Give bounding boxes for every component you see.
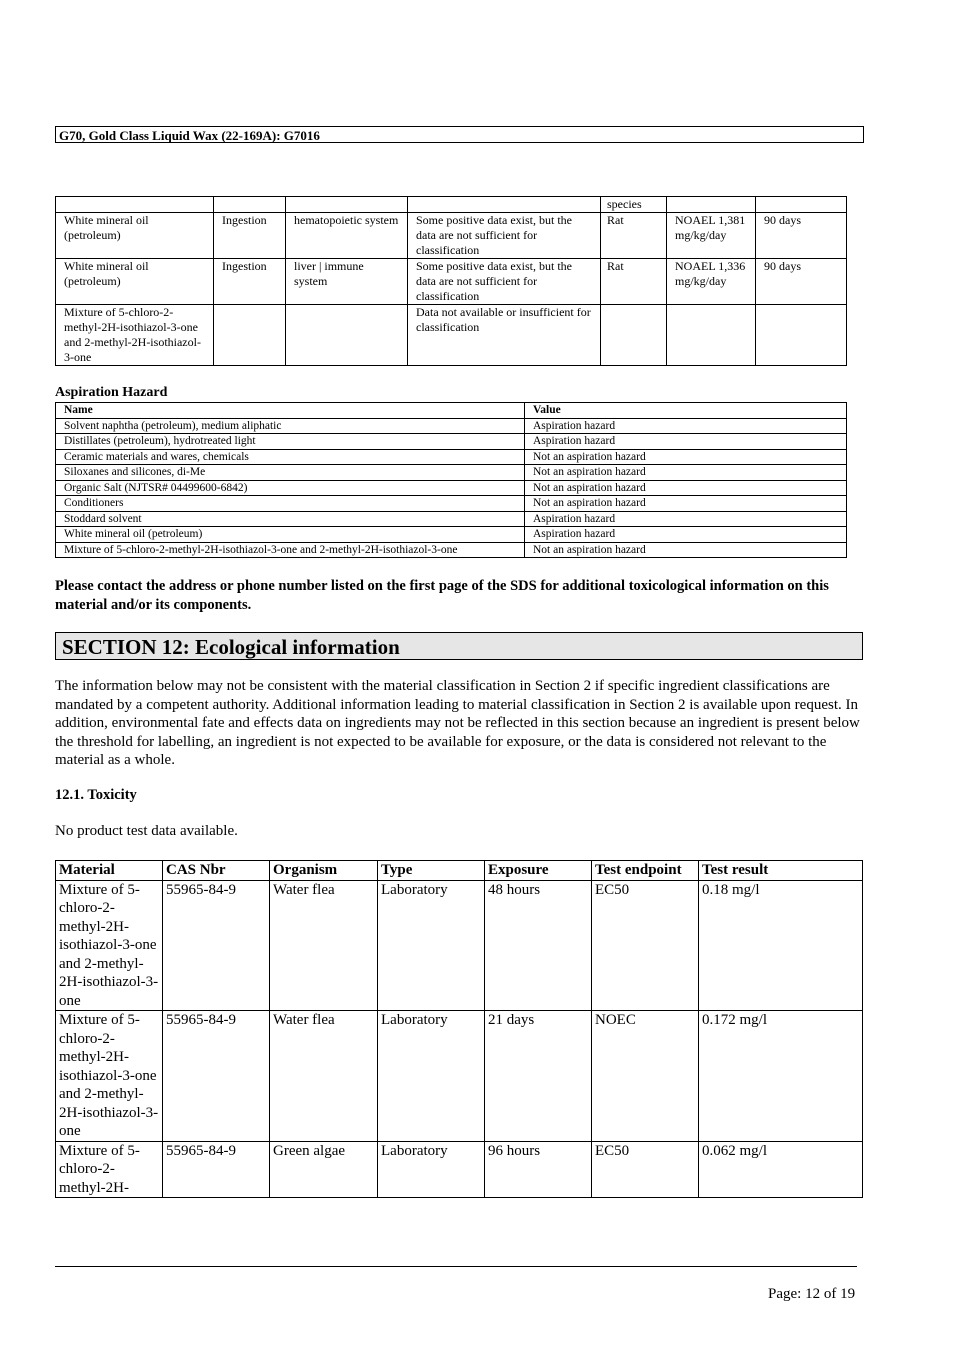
table-cell: Not an aspiration hazard bbox=[525, 449, 847, 465]
aspiration-hazard-heading: Aspiration Hazard bbox=[55, 385, 168, 400]
table-cell bbox=[756, 305, 847, 366]
table-cell: Laboratory bbox=[378, 880, 485, 1011]
table-row bbox=[56, 480, 847, 496]
table-row bbox=[56, 542, 847, 558]
table-cell: Distillates (petroleum), hydrotreated light bbox=[56, 434, 525, 450]
table-cell: 48 hours bbox=[485, 880, 592, 1011]
table-cell: EC50 bbox=[592, 1141, 699, 1198]
column-header: CAS Nbr bbox=[163, 861, 270, 881]
table-row bbox=[56, 197, 847, 213]
table-cell: Siloxanes and silicones, di-Me bbox=[56, 465, 525, 481]
table-cell: White mineral oil (petroleum) bbox=[56, 213, 214, 259]
table-cell: White mineral oil (petroleum) bbox=[56, 259, 214, 305]
toxicity-subheading: 12.1. Toxicity bbox=[55, 787, 137, 803]
table-cell: Not an aspiration hazard bbox=[525, 542, 847, 558]
column-header: Material bbox=[56, 861, 163, 881]
table-cell: Mixture of 5-chloro-2-methyl-2H-isothiazol-3-one and 2-methyl-2H-isothiazol-3-one bbox=[56, 542, 525, 558]
table-cell: species bbox=[601, 197, 667, 213]
table-row bbox=[56, 511, 847, 527]
table-cell: Ceramic materials and wares, chemicals bbox=[56, 449, 525, 465]
table-cell: 55965-84-9 bbox=[163, 1011, 270, 1142]
no-test-data-text: No product test data available. bbox=[55, 823, 238, 839]
page-number: Page: 12 of 19 bbox=[768, 1286, 856, 1302]
table-cell bbox=[667, 305, 756, 366]
table-cell bbox=[601, 305, 667, 366]
table-row bbox=[56, 1011, 863, 1142]
table-cell: NOAEL 1,381 mg/kg/day bbox=[667, 213, 756, 259]
table-cell: Aspiration hazard bbox=[525, 434, 847, 450]
table-cell bbox=[408, 197, 601, 213]
table-cell: Mixture of 5-chloro-2-methyl-2H-isothiazol-3-one and 2-methyl-2H-isothiazol-3-one bbox=[56, 880, 163, 1011]
toxicity-table bbox=[55, 860, 863, 1198]
table-cell: Mixture of 5-chloro-2-methyl-2H-isothiazol-3-one and 2-methyl-2H-isothiazol-3-one bbox=[56, 1011, 163, 1142]
table-row bbox=[56, 527, 847, 543]
table-row bbox=[56, 465, 847, 481]
table-cell: 55965-84-9 bbox=[163, 1141, 270, 1198]
footer-divider bbox=[55, 1266, 857, 1267]
document-header: G70, Gold Class Liquid Wax (22-169A): G7016 bbox=[55, 126, 864, 143]
table-row bbox=[56, 213, 847, 259]
table-cell: Mixture of 5-chloro-2-methyl-2H-isothiazol-3-one and 2-methyl-2H-isothiazol-3-one bbox=[56, 305, 214, 366]
ecological-intro-paragraph: The information below may not be consistent with the material classification in Section 2 if specific ingredient classifications are mandated by a competent authority. Additional information leading to material classification in Section 2 is available upon request. In addition, environmental fate and effects data on ingredients may not be reflected in this section because an ingredient is present below the threshold for labelling, an ingredient is not expected to be available for exposure, or the data is considered not relevant to the material as a whole. bbox=[55, 678, 860, 768]
table-cell: 90 days bbox=[756, 213, 847, 259]
section-12-heading: SECTION 12: Ecological information bbox=[55, 632, 863, 660]
table-cell: Rat bbox=[601, 213, 667, 259]
table-cell: 0.18 mg/l bbox=[699, 880, 863, 1011]
table-cell bbox=[214, 305, 286, 366]
table-row bbox=[56, 305, 847, 366]
column-header: Exposure bbox=[485, 861, 592, 881]
table-cell bbox=[756, 197, 847, 213]
table-row bbox=[56, 496, 847, 512]
table-cell: Some positive data exist, but the data are not sufficient for classification bbox=[408, 213, 601, 259]
contact-note: Please contact the address or phone number listed on the first page of the SDS for additional toxicological information on this material and/or its components. bbox=[55, 578, 829, 613]
table-header-row bbox=[56, 403, 847, 419]
table-cell: Stoddard solvent bbox=[56, 511, 525, 527]
table-cell: 0.062 mg/l bbox=[699, 1141, 863, 1198]
table-row bbox=[56, 418, 847, 434]
aspiration-table bbox=[55, 402, 847, 558]
table-cell: 55965-84-9 bbox=[163, 880, 270, 1011]
table-cell: Aspiration hazard bbox=[525, 418, 847, 434]
table-cell: Ingestion bbox=[214, 213, 286, 259]
table-row bbox=[56, 434, 847, 450]
table-cell: Not an aspiration hazard bbox=[525, 480, 847, 496]
table-cell: 21 days bbox=[485, 1011, 592, 1142]
table-cell bbox=[56, 197, 214, 213]
column-header: Test result bbox=[699, 861, 863, 881]
table-cell: Solvent naphtha (petroleum), medium aliphatic bbox=[56, 418, 525, 434]
table-cell: NOAEL 1,336 mg/kg/day bbox=[667, 259, 756, 305]
table-row bbox=[56, 449, 847, 465]
table-cell: Green algae bbox=[270, 1141, 378, 1198]
table-row bbox=[56, 880, 863, 1011]
table-row bbox=[56, 259, 847, 305]
table-row bbox=[56, 1141, 863, 1198]
column-header: Name bbox=[56, 403, 525, 419]
table-cell: Conditioners bbox=[56, 496, 525, 512]
column-header: Test endpoint bbox=[592, 861, 699, 881]
table-cell: 90 days bbox=[756, 259, 847, 305]
table-cell: Data not available or insufficient for classification bbox=[408, 305, 601, 366]
table-cell: Aspiration hazard bbox=[525, 511, 847, 527]
column-header: Type bbox=[378, 861, 485, 881]
table-cell: Rat bbox=[601, 259, 667, 305]
table-cell: 96 hours bbox=[485, 1141, 592, 1198]
table-cell: Organic Salt (NJTSR# 04499600-6842) bbox=[56, 480, 525, 496]
table-cell: EC50 bbox=[592, 880, 699, 1011]
table-cell: Not an aspiration hazard bbox=[525, 496, 847, 512]
table-cell: NOEC bbox=[592, 1011, 699, 1142]
table-header-row bbox=[56, 861, 863, 881]
column-header: Organism bbox=[270, 861, 378, 881]
column-header: Value bbox=[525, 403, 847, 419]
table-cell: Not an aspiration hazard bbox=[525, 465, 847, 481]
table-cell bbox=[286, 197, 408, 213]
target-organ-table bbox=[55, 196, 847, 366]
table-cell: Some positive data exist, but the data are not sufficient for classification bbox=[408, 259, 601, 305]
table-cell bbox=[214, 197, 286, 213]
table-cell: Water flea bbox=[270, 880, 378, 1011]
table-cell: Laboratory bbox=[378, 1141, 485, 1198]
table-cell: Ingestion bbox=[214, 259, 286, 305]
table-cell: Water flea bbox=[270, 1011, 378, 1142]
table-cell: 0.172 mg/l bbox=[699, 1011, 863, 1142]
table-cell: hematopoietic system bbox=[286, 213, 408, 259]
table-cell: Laboratory bbox=[378, 1011, 485, 1142]
table-cell: Mixture of 5-chloro-2-methyl-2H- bbox=[56, 1141, 163, 1198]
table-cell: liver | immune system bbox=[286, 259, 408, 305]
table-cell bbox=[286, 305, 408, 366]
table-cell: White mineral oil (petroleum) bbox=[56, 527, 525, 543]
table-cell: Aspiration hazard bbox=[525, 527, 847, 543]
table-cell bbox=[667, 197, 756, 213]
